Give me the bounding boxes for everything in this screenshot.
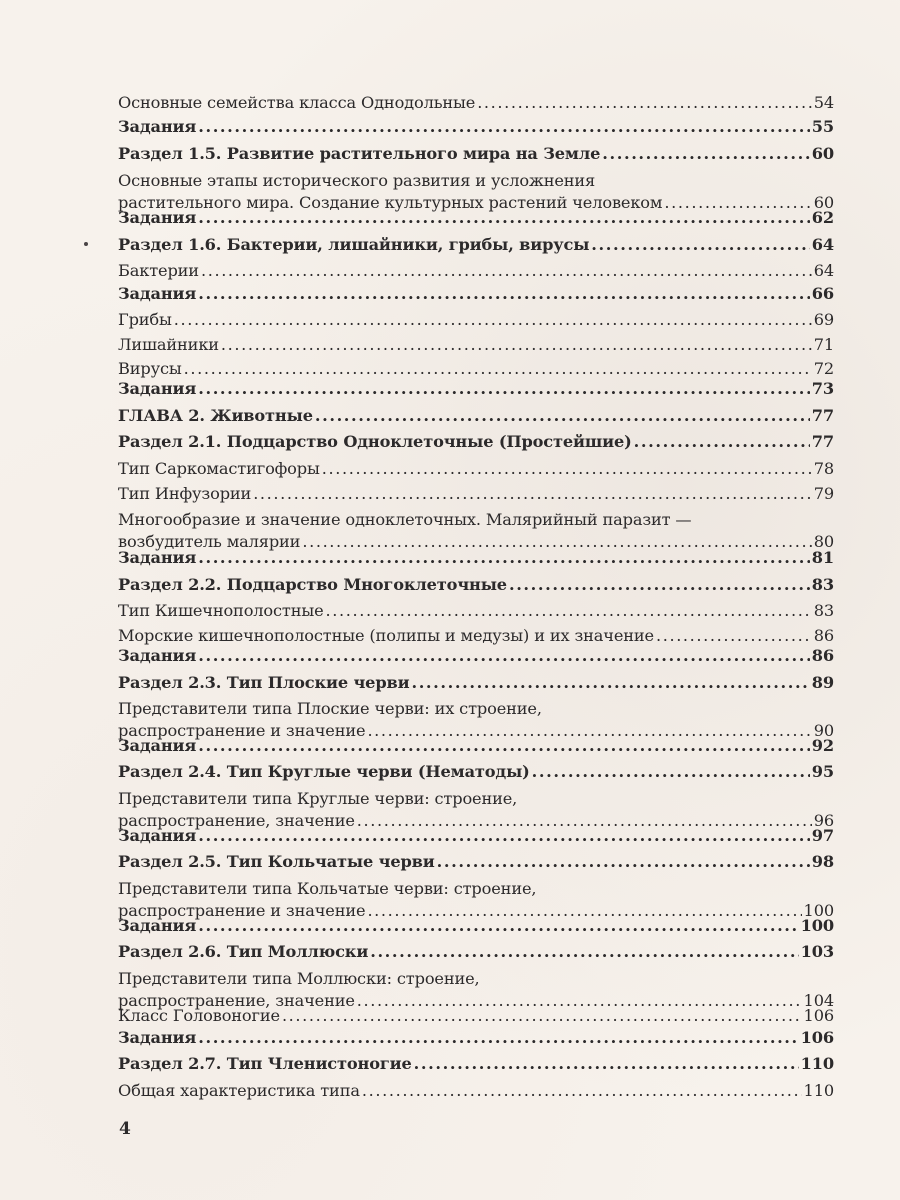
toc-entry-page-number: 103 — [800, 942, 834, 961]
toc-entry-page-number: 64 — [811, 235, 834, 254]
toc-entry-title: распространение и значение — [118, 901, 366, 920]
toc-entry-title: Морские кишечнополостные (полипы и медузы) и их значение — [118, 626, 654, 645]
toc-entry-page-number: 90 — [813, 721, 834, 740]
dot-leader — [591, 234, 809, 256]
toc-entry-page-number: 92 — [811, 736, 834, 755]
dot-leader — [198, 645, 810, 667]
toc-entry-title: Задания — [118, 736, 197, 755]
toc-heading-entry — [118, 405, 834, 427]
toc-entry-page-number: 100 — [803, 901, 834, 920]
toc-entry-page-number: 55 — [811, 117, 834, 136]
toc-entry-page-number: 71 — [813, 335, 834, 354]
toc-entry-title: Задания — [118, 284, 197, 303]
dot-leader — [370, 941, 798, 963]
toc-entry-title: Задания — [118, 826, 197, 845]
toc-entry-page-number: 72 — [813, 359, 834, 378]
toc-heading-entry — [118, 761, 834, 783]
toc-entry-page-number: 96 — [813, 811, 834, 830]
print-speck — [84, 242, 88, 246]
toc-entry-title: Задания — [118, 548, 197, 567]
dot-leader — [198, 116, 810, 138]
toc-entry-title: распространение, значение — [118, 991, 355, 1010]
toc-entry-title: Класс Головоногие — [118, 1006, 280, 1025]
toc-entry-title: Раздел 2.6. Тип Моллюски — [118, 942, 369, 961]
toc-entry-page-number: 89 — [811, 673, 834, 692]
dot-leader — [282, 1005, 802, 1027]
dot-leader — [477, 92, 812, 114]
dot-leader — [634, 431, 810, 453]
toc-entry-title: Бактерии — [118, 261, 199, 280]
toc-entry-title-line1: Представители типа Плоские черви: их строение, — [118, 699, 542, 718]
toc-entry-title: Раздел 2.4. Тип Круглые черви (Нематоды) — [118, 762, 530, 781]
dot-leader — [322, 458, 812, 480]
toc-entry — [118, 260, 834, 282]
toc-entry-title-line1: Представители типа Круглые черви: строение, — [118, 789, 518, 808]
dot-leader — [411, 672, 809, 694]
toc-entry-page-number: 77 — [811, 406, 834, 425]
dot-leader — [198, 825, 810, 847]
toc-entry — [118, 625, 834, 647]
toc-entry-title: Общая характеристика типа — [118, 1081, 360, 1100]
toc-heading-entry — [118, 645, 834, 667]
toc-entry-title: Задания — [118, 117, 197, 136]
dot-leader — [414, 1053, 799, 1075]
toc-entry — [118, 483, 834, 505]
toc-entry-page-number: 80 — [813, 532, 834, 551]
dot-leader — [198, 378, 810, 400]
dot-leader — [184, 358, 812, 380]
toc-entry-page-number: 54 — [813, 93, 834, 112]
toc-entry-page-number: 100 — [800, 916, 834, 935]
toc-entry-title: Задания — [118, 646, 197, 665]
toc-heading-entry — [118, 234, 834, 256]
toc-entry-title: Задания — [118, 379, 197, 398]
dot-leader — [253, 483, 812, 505]
toc-entry-page-number: 83 — [813, 601, 834, 620]
toc-entry-page-number: 79 — [813, 484, 834, 503]
toc-entry — [118, 1080, 834, 1102]
toc-entry-title-line1: Основные этапы исторического развития и усложнения — [118, 171, 596, 190]
toc-heading-entry — [118, 825, 834, 847]
dot-leader — [602, 143, 810, 165]
dot-leader — [198, 1027, 798, 1049]
toc-entry-page-number: 95 — [811, 762, 834, 781]
toc-entry-title: Задания — [118, 1028, 197, 1047]
toc-entry-title: Раздел 1.5. Развитие растительного мира на Земле — [118, 144, 601, 163]
dot-leader — [198, 915, 798, 937]
toc-entry — [118, 334, 834, 356]
toc-entry-title: Лишайники — [118, 335, 219, 354]
toc-entry-page-number: 106 — [803, 1006, 834, 1025]
toc-entry-page-number: 60 — [813, 193, 834, 212]
toc-entry-title: Грибы — [118, 310, 172, 329]
toc-entry — [118, 600, 834, 622]
toc-entry-title: Вирусы — [118, 359, 182, 378]
dot-leader — [198, 735, 810, 757]
toc-entry-page-number: 64 — [813, 261, 834, 280]
toc-entry-page-number: 66 — [811, 284, 834, 303]
toc-entry-page-number: 86 — [813, 626, 834, 645]
toc-entry-title: распространение и значение — [118, 721, 366, 740]
toc-entry-page-number: 83 — [811, 575, 834, 594]
toc-entry-title: Основные семейства класса Однодольные — [118, 93, 476, 112]
toc-entry-title: Раздел 2.5. Тип Кольчатые черви — [118, 852, 435, 871]
toc-entry-title: Раздел 2.2. Подцарство Многоклеточные — [118, 575, 507, 594]
dot-leader — [198, 207, 810, 229]
toc-entry-page-number: 78 — [813, 459, 834, 478]
dot-leader — [509, 574, 810, 596]
toc-entry-page-number: 77 — [811, 432, 834, 451]
dot-leader — [315, 405, 810, 427]
toc-entry-title: Тип Саркомастигофоры — [118, 459, 320, 478]
dot-leader — [532, 761, 810, 783]
toc-entry-title-line1: Представители типа Моллюски: строение, — [118, 969, 480, 988]
toc-entry-page-number: 81 — [811, 548, 834, 567]
toc-entry — [118, 92, 834, 114]
toc-entry-page-number: 86 — [811, 646, 834, 665]
toc-heading-entry — [118, 672, 834, 694]
toc-entry-page-number: 110 — [800, 1054, 834, 1073]
toc-heading-entry — [118, 851, 834, 873]
toc-entry-title: Раздел 2.3. Тип Плоские черви — [118, 673, 410, 692]
dot-leader — [201, 260, 812, 282]
toc-heading-entry — [118, 941, 834, 963]
toc-entry — [118, 309, 834, 331]
toc-entry-page-number: 73 — [811, 379, 834, 398]
toc-entry-page-number: 110 — [803, 1081, 834, 1100]
dot-leader — [362, 1080, 802, 1102]
toc-entry-title: растительного мира. Создание культурных растений человеком — [118, 193, 663, 212]
toc-heading-entry — [118, 1053, 834, 1075]
toc-heading-entry — [118, 735, 834, 757]
dot-leader — [656, 625, 812, 647]
dot-leader — [198, 283, 810, 305]
toc-entry-page-number: 97 — [811, 826, 834, 845]
toc-entry — [118, 458, 834, 480]
toc-entry-title: распространение, значение — [118, 811, 355, 830]
toc-entry-title: Задания — [118, 208, 197, 227]
toc-entry-page-number: 62 — [811, 208, 834, 227]
toc-entry — [118, 1005, 834, 1027]
dot-leader — [437, 851, 810, 873]
toc-entry-page-number: 106 — [800, 1028, 834, 1047]
toc-heading-entry — [118, 915, 834, 937]
dot-leader — [198, 547, 810, 569]
toc-entry-title: Задания — [118, 916, 197, 935]
toc-heading-entry — [118, 283, 834, 305]
toc-heading-entry — [118, 143, 834, 165]
toc-heading-entry — [118, 378, 834, 400]
toc-entry — [118, 358, 834, 380]
toc-entry-title: Раздел 2.1. Подцарство Одноклеточные (Простейшие) — [118, 432, 632, 451]
toc-heading-entry — [118, 574, 834, 596]
dot-leader — [174, 309, 812, 331]
toc-entry-title-line1: Представители типа Кольчатые черви: строение, — [118, 879, 537, 898]
toc-entry-title: Тип Инфузории — [118, 484, 252, 503]
page-number: 4 — [119, 1119, 131, 1139]
toc-heading-entry — [118, 116, 834, 138]
dot-leader — [326, 600, 812, 622]
toc-heading-entry — [118, 431, 834, 453]
toc-entry-page-number: 60 — [811, 144, 834, 163]
toc-heading-entry — [118, 1027, 834, 1049]
toc-entry-title: возбудитель малярии — [118, 532, 301, 551]
toc-entry-title: ГЛАВА 2. Животные — [118, 406, 313, 425]
toc-heading-entry — [118, 207, 834, 229]
toc-entry-page-number: 98 — [811, 852, 834, 871]
toc-entry-title: Раздел 2.7. Тип Членистоногие — [118, 1054, 412, 1073]
toc-entry-page-number: 69 — [813, 310, 834, 329]
toc-entry-title: Раздел 1.6. Бактерии, лишайники, грибы, вирусы — [118, 235, 590, 254]
toc-heading-entry — [118, 547, 834, 569]
toc-entry-title-line1: Многообразие и значение одноклеточных. Малярийный паразит — — [118, 510, 692, 529]
toc-entry-title: Тип Кишечнополостные — [118, 601, 324, 620]
toc-entry-page-number: 104 — [803, 991, 834, 1010]
dot-leader — [221, 334, 812, 356]
